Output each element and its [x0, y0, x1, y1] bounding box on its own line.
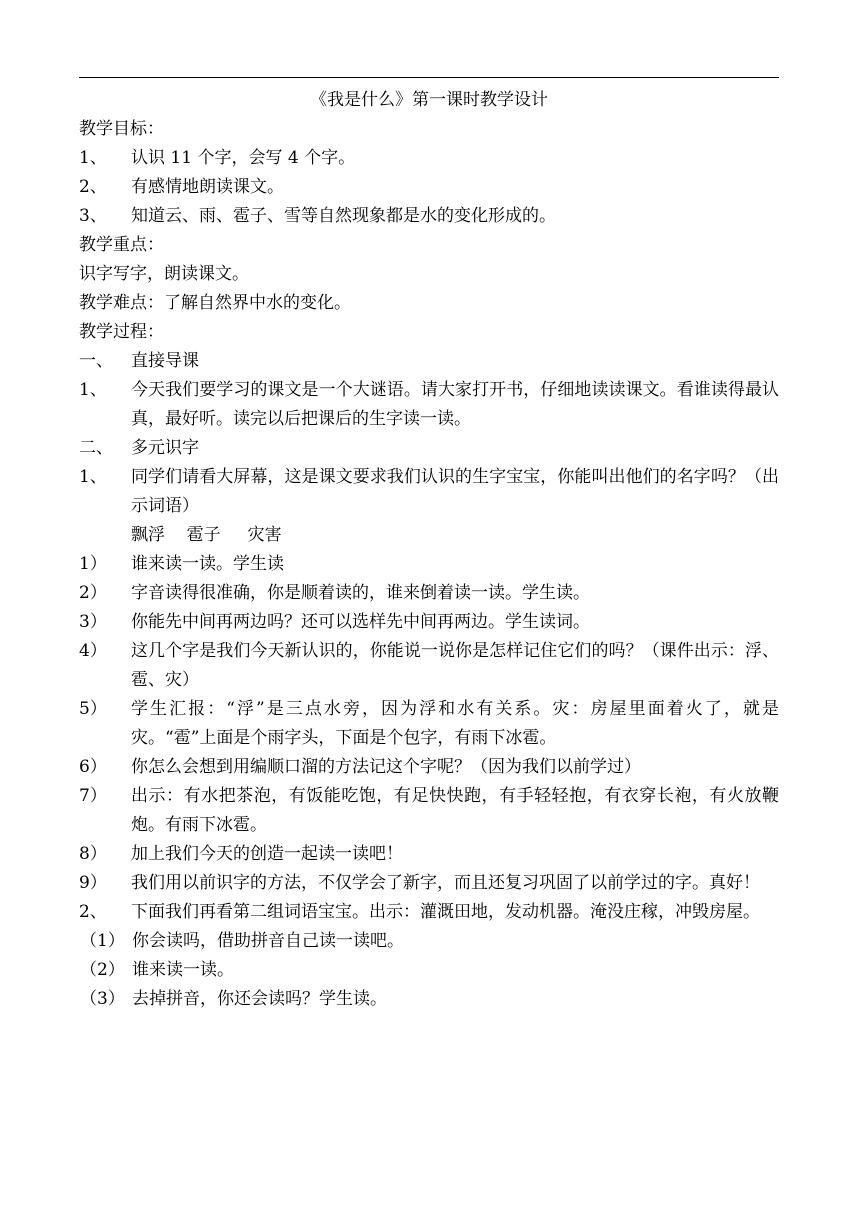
section-heading — [79, 347, 779, 376]
step-number: 3） — [79, 612, 107, 632]
sub-step-text: 去掉拼音，你还会读吗？学生读。 — [132, 989, 387, 1009]
key-text: 识字写字，朗读课文。 — [79, 264, 249, 284]
item-text: 下面我们再看第二组词语宝宝。出示：灌溉田地，发动机器。淹没庄稼，冲毁房屋。 — [131, 902, 760, 922]
step-item — [79, 695, 779, 753]
sub-step-number: （2） — [80, 960, 125, 980]
section-title: 直接导课 — [131, 351, 199, 371]
sub-step-text: 谁来读一读。 — [132, 960, 234, 980]
step-text: 出示：有水把茶泡，有饭能吃饱，有足快快跑，有手轻轻抱，有衣穿长袍，有火放鞭炮。有雨下冰雹。 — [131, 786, 779, 835]
step-item — [79, 637, 779, 695]
item-number: 2、 — [79, 902, 107, 922]
document-title: 《我是什么》第一课时教学设计 — [310, 90, 548, 110]
section-number: 二、 — [79, 438, 113, 458]
step-number: 7） — [79, 786, 107, 806]
step-text: 加上我们今天的创造一起读一读吧！ — [131, 844, 403, 864]
item-number: 1、 — [79, 148, 107, 168]
goal-item — [79, 202, 779, 231]
document-body — [79, 86, 779, 1014]
difficulty-text: 教学难点：了解自然界中水的变化。 — [79, 293, 351, 313]
section-number: 一、 — [79, 351, 113, 371]
step-item — [79, 753, 779, 782]
item-text: 今天我们要学习的课文是一个大谜语。请大家打开书，仔细地读读课文。看谁读得最认真，最好听。读完以后把课后的生字读一读。 — [131, 380, 779, 429]
step-text: 学生汇报：“浮”是三点水旁，因为浮和水有关系。灾：房屋里面着火了，就是灾。“雹”上面是个雨字头，下面是个包字，有雨下冰雹。 — [131, 699, 779, 748]
step-text: 我们用以前识字的方法，不仅学会了新字，而且还复习巩固了以前学过的字。真好！ — [131, 873, 760, 893]
step-number: 1） — [79, 554, 107, 574]
step-item — [79, 608, 779, 637]
sub-step-text: 你会读吗，借助拼音自己读一读吧。 — [132, 931, 404, 951]
process-item — [79, 463, 779, 521]
step-number: 9） — [79, 873, 107, 893]
key-heading: 教学重点： — [79, 235, 164, 255]
item-number: 3、 — [79, 206, 107, 226]
step-item — [79, 579, 779, 608]
section-title: 多元识字 — [131, 438, 199, 458]
item-text: 认识 11 个字，会写 4 个字。 — [131, 148, 356, 168]
step-number: 5） — [79, 699, 107, 719]
process-heading: 教学过程： — [79, 322, 164, 342]
sub-step-item — [79, 927, 779, 956]
step-item — [79, 782, 779, 840]
sub-step-item — [79, 985, 779, 1014]
step-number: 2） — [79, 583, 107, 603]
step-item — [79, 550, 779, 579]
item-number: 1、 — [79, 380, 107, 400]
item-text: 知道云、雨、雹子、雪等自然现象都是水的变化形成的。 — [131, 206, 556, 226]
step-number: 6） — [79, 757, 107, 777]
step-text: 字音读得很准确，你是顺着读的，谁来倒着读一读。学生读。 — [131, 583, 590, 603]
process-item — [79, 376, 779, 434]
header-rule — [79, 77, 779, 78]
section-heading — [79, 434, 779, 463]
item-number: 1、 — [79, 467, 107, 487]
sub-step-number: （3） — [80, 989, 125, 1009]
step-item — [79, 840, 779, 869]
goal-item — [79, 173, 779, 202]
process-item — [79, 898, 779, 927]
goal-item — [79, 144, 779, 173]
item-text: 同学们请看大屏幕，这是课文要求我们认识的生字宝宝，你能叫出他们的名字吗？（出示词语） — [131, 467, 779, 516]
step-text: 这几个字是我们今天新认识的，你能说一说你是怎样记住它们的吗？（课件出示：浮、雹、灾） — [131, 641, 779, 690]
step-number: 8） — [79, 844, 107, 864]
sub-step-number: （1） — [80, 931, 125, 951]
goals-heading: 教学目标： — [79, 119, 164, 139]
step-text: 你怎么会想到用编顺口溜的方法记这个字呢？（因为我们以前学过） — [131, 757, 641, 777]
step-text: 谁来读一读。学生读 — [131, 554, 284, 574]
item-text: 有感情地朗读课文。 — [131, 177, 284, 197]
step-number: 4） — [79, 641, 107, 661]
sub-step-item — [79, 956, 779, 985]
step-text: 你能先中间再两边吗？还可以选样先中间再两边。学生读词。 — [131, 612, 590, 632]
word-list: 飘浮 雹子 灾害 — [131, 525, 282, 545]
item-number: 2、 — [79, 177, 107, 197]
step-item — [79, 869, 779, 898]
